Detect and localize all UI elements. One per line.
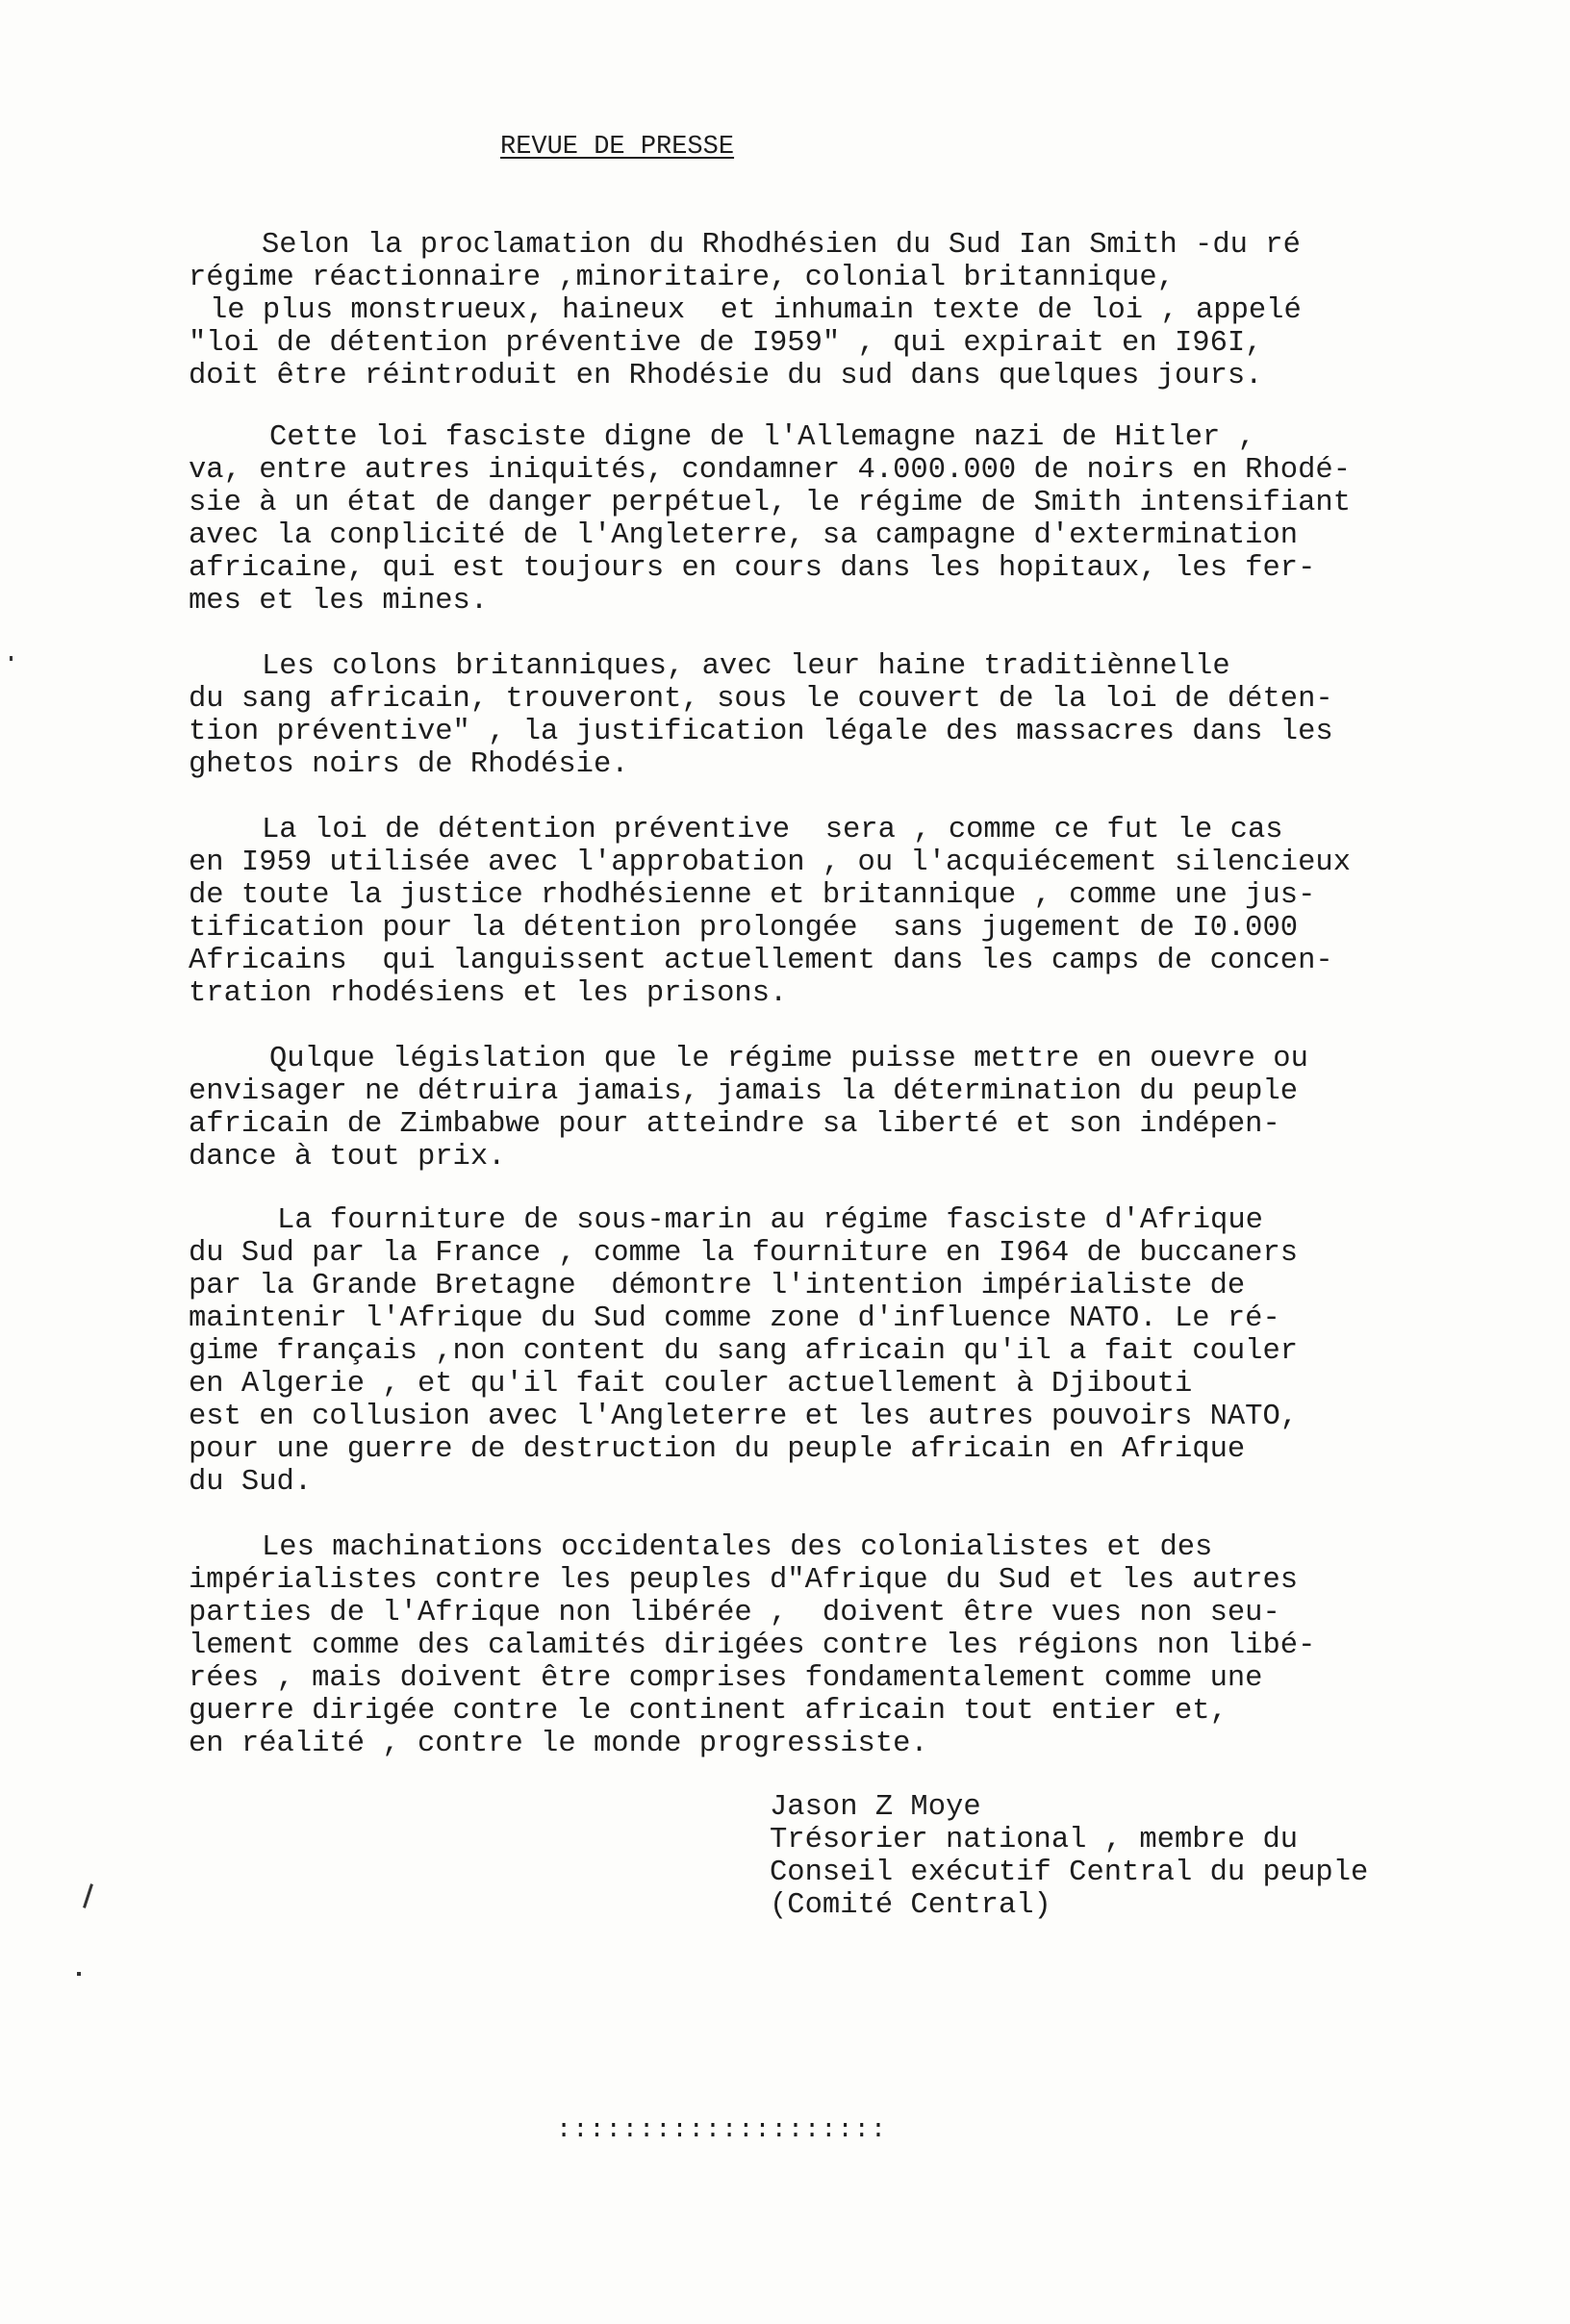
text-line: guerre dirigée contre le continent africain tout entier et, bbox=[189, 1695, 1228, 1728]
document-title: REVUE DE PRESSE bbox=[500, 133, 735, 162]
text-line: du Sud par la France , comme la fourniture en I964 de buccaners bbox=[189, 1237, 1299, 1270]
text-line: va, entre autres iniquités, condamner 4.000.000 de noirs en Rhodé- bbox=[189, 454, 1351, 487]
text-line: africaine, qui est toujours en cours dans les hopitaux, les fer- bbox=[189, 552, 1316, 585]
text-line: africain de Zimbabwe pour atteindre sa liberté et son indépen- bbox=[189, 1108, 1280, 1141]
signatory-name: Jason Z Moye bbox=[770, 1791, 981, 1824]
text-line: maintenir l'Afrique du Sud comme zone d'influence NATO. Le ré- bbox=[189, 1302, 1280, 1335]
text-line: gime français ,non content du sang africain qu'il a fait couler bbox=[189, 1335, 1299, 1368]
text-line: Les colons britanniques, avec leur haine traditiènnelle bbox=[262, 650, 1230, 683]
text-line: tification pour la détention prolongée sans jugement de I0.000 bbox=[189, 912, 1299, 945]
text-line: impérialistes contre les peuples d"Afrique du Sud et les autres bbox=[189, 1564, 1299, 1597]
text-line: pour une guerre de destruction du peuple africain en Afrique bbox=[189, 1433, 1246, 1466]
text-line: Les machinations occidentales des colonialistes et des bbox=[262, 1531, 1213, 1564]
text-line: avec la conplicité de l'Angleterre, sa campagne d'extermination bbox=[189, 519, 1299, 552]
text-line: par la Grande Bretagne démontre l'intention impérialiste de bbox=[189, 1270, 1246, 1302]
text-line: doit être réintroduit en Rhodésie du sud dans quelques jours. bbox=[189, 360, 1263, 392]
text-line: sie à un état de danger perpétuel, le régime de Smith intensifiant bbox=[189, 487, 1351, 519]
text-line: Cette loi fasciste digne de l'Allemagne nazi de Hitler , bbox=[269, 421, 1255, 454]
text-line: envisager ne détruira jamais, jamais la détermination du peuple bbox=[189, 1075, 1299, 1108]
scan-mark bbox=[83, 1883, 93, 1908]
text-line: Selon la proclamation du Rhodhésien du Sud Ian Smith -du ré bbox=[262, 229, 1301, 262]
text-line: mes et les mines. bbox=[189, 585, 489, 618]
text-line: rées , mais doivent être comprises fondamentalement comme une bbox=[189, 1662, 1263, 1695]
text-line: Africains qui languissent actuellement dans les camps de concen- bbox=[189, 945, 1333, 977]
text-line: dance à tout prix. bbox=[189, 1141, 506, 1174]
text-line: du Sud. bbox=[189, 1466, 313, 1499]
text-line: est en collusion avec l'Angleterre et les autres pouvoirs NATO, bbox=[189, 1401, 1299, 1433]
text-line: ghetos noirs de Rhodésie. bbox=[189, 748, 629, 781]
text-line: "loi de détention préventive de I959" , qui expirait en I96I, bbox=[189, 327, 1263, 360]
text-line: Qulque législation que le régime puisse mettre en ouevre ou bbox=[269, 1043, 1308, 1075]
text-line: en I959 utilisée avec l'approbation , ou l'acquiécement silencieux bbox=[189, 846, 1351, 879]
text-line: en Algerie , et qu'il fait couler actuellement à Djibouti bbox=[189, 1368, 1193, 1401]
text-line: du sang africain, trouveront, sous le couvert de la loi de déten- bbox=[189, 683, 1333, 716]
text-line: lement comme des calamités dirigées contre les régions non libé- bbox=[189, 1629, 1316, 1662]
scan-mark bbox=[77, 1972, 81, 1976]
text-line: en réalité , contre le monde progressiste. bbox=[189, 1728, 928, 1760]
signatory-role: (Comité Central) bbox=[770, 1889, 1051, 1922]
signatory-role: Trésorier national , membre du bbox=[770, 1824, 1299, 1857]
footer-separator: :::::::::::::::::::: bbox=[556, 2116, 888, 2145]
text-line: régime réactionnaire ,minoritaire, colonial britannique, bbox=[189, 262, 1175, 294]
text-line: de toute la justice rhodhésienne et britannique , comme une jus- bbox=[189, 879, 1316, 912]
scan-mark bbox=[10, 656, 13, 661]
signatory-role: Conseil exécutif Central du peuple bbox=[770, 1857, 1369, 1889]
text-line: tration rhodésiens et les prisons. bbox=[189, 977, 788, 1010]
text-line: La fourniture de sous-marin au régime fasciste d'Afrique bbox=[277, 1204, 1263, 1237]
text-line: La loi de détention préventive sera , comme ce fut le cas bbox=[262, 814, 1283, 846]
text-line: tion préventive" , la justification légale des massacres dans les bbox=[189, 716, 1333, 748]
text-line: parties de l'Afrique non libérée , doivent être vues non seu- bbox=[189, 1597, 1280, 1629]
text-line: le plus monstrueux, haineux et inhumain texte de loi , appelé bbox=[210, 294, 1302, 327]
